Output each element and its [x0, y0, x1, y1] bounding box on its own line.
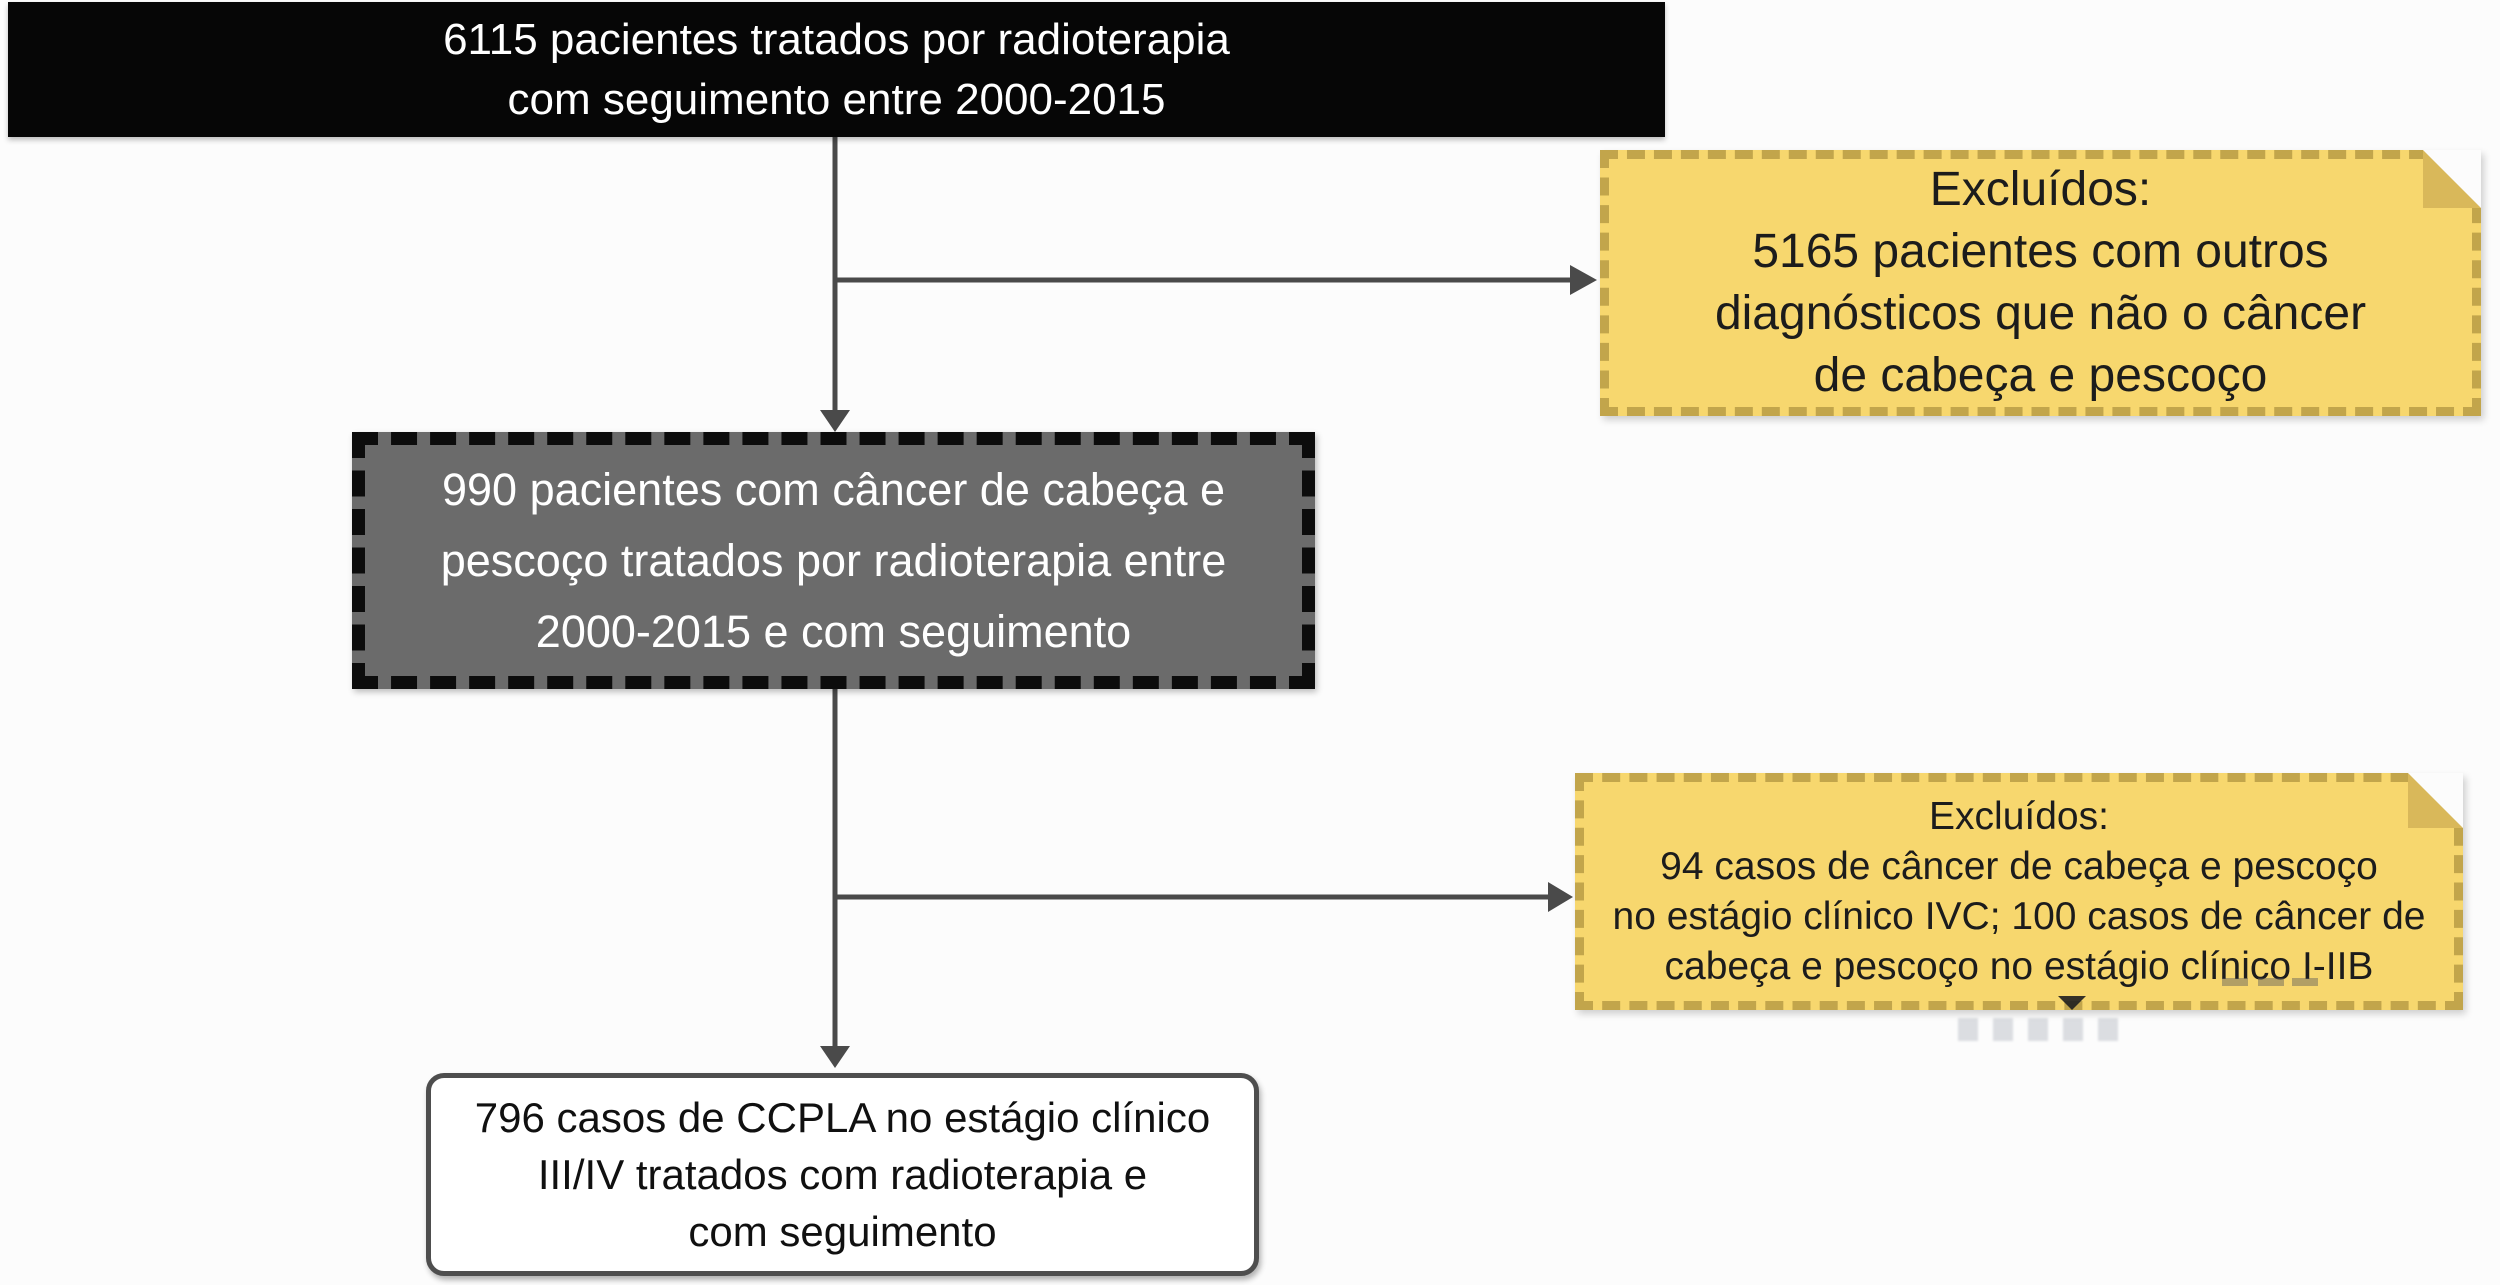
node-final-cases: [426, 1073, 1259, 1276]
node-text-line: no estágio clínico IVC; 100 casos de câncer de: [1612, 894, 2426, 938]
ghost-artifact: [2258, 978, 2284, 986]
node-text-line: Excluídos:: [1929, 163, 2152, 216]
node-text-line: 796 casos de CCPLA no estágio clínico: [474, 1094, 1211, 1141]
ghost-artifact: [1958, 1018, 1978, 1041]
edge-hnc-to-excluded2: [835, 882, 1573, 912]
edge-hnc-to-final: [820, 688, 850, 1068]
node-text-line: com seguimento entre 2000-2015: [507, 74, 1166, 124]
ghost-artifact: [2063, 1018, 2083, 1041]
node-text-line: pescoço tratados por radioterapia entre: [440, 535, 1227, 586]
arrowhead-right-icon: [1570, 265, 1597, 295]
node-text-line: com seguimento: [688, 1208, 997, 1255]
edge-total-to-hnc: [820, 136, 850, 432]
ghost-artifact: [2028, 1018, 2048, 1041]
ghost-chevron-icon: [2058, 996, 2086, 1010]
ghost-artifact: [2098, 1018, 2118, 1041]
node-text-line: 990 pacientes com câncer de cabeça e: [442, 464, 1225, 515]
node-text-line: III/IV tratados com radioterapia e: [537, 1151, 1148, 1198]
node-excluded-1: [1600, 150, 2481, 416]
node-text-line: Excluídos:: [1929, 794, 2109, 838]
arrowhead-down-icon: [820, 410, 850, 432]
node-hnc-patients: [352, 432, 1315, 689]
node-text-line: 5165 pacientes com outros: [1752, 225, 2329, 278]
folded-corner-icon: [2408, 773, 2463, 828]
node-excluded-2: [1575, 773, 2463, 1010]
folded-corner-icon: [2423, 150, 2481, 208]
node-text-line: 2000-2015 e com seguimento: [535, 606, 1132, 657]
ghost-artifact: [1993, 1018, 2013, 1041]
node-total-patients: [8, 2, 1665, 137]
arrowhead-down-icon: [820, 1046, 850, 1068]
node-text-line: de cabeça e pescoço: [1813, 349, 2268, 402]
node-text-line: cabeça e pescoço no estágio clínico I-IIB: [1664, 944, 2374, 988]
edge-total-to-excluded1: [835, 265, 1597, 295]
arrowhead-right-icon: [1548, 882, 1573, 912]
node-text-line: 94 casos de câncer de cabeça e pescoço: [1660, 844, 2378, 888]
node-text-line: 6115 pacientes tratados por radioterapia: [443, 14, 1230, 64]
ghost-artifact: [2292, 978, 2318, 986]
node-text-line: diagnósticos que não o câncer: [1714, 287, 2367, 340]
ghost-artifact: [2222, 978, 2248, 986]
